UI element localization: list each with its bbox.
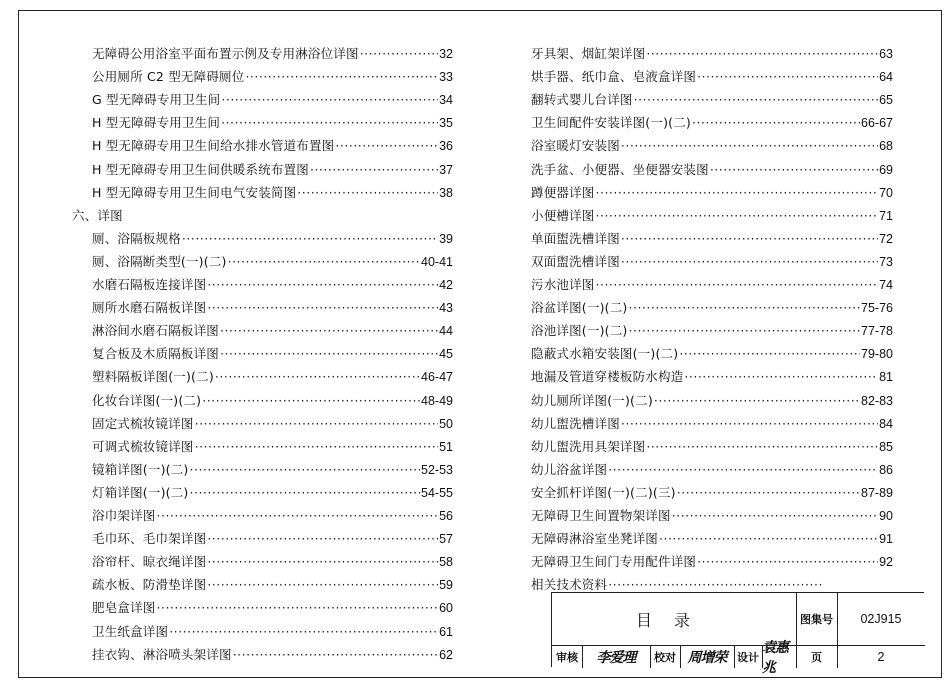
- toc-entry: [92, 251, 453, 273]
- dot-leader: [190, 459, 421, 481]
- toc-entry: [92, 182, 453, 204]
- toc-entry-title: 蹲便器详图: [531, 184, 595, 200]
- toc-entry: [531, 390, 893, 412]
- toc-entry-title: 塑料隔板详图(一)(二): [92, 369, 214, 385]
- toc-entry-title: 无障碍淋浴室坐凳详图: [531, 531, 659, 547]
- toc-entry-title: 单面盥洗槽详图: [531, 230, 620, 246]
- toc-entry: [92, 112, 453, 134]
- toc-entry-page: 72: [879, 231, 893, 246]
- check-signature: 周增荣: [687, 649, 727, 666]
- toc-entry-title: 镜箱详图(一)(二): [92, 461, 189, 477]
- toc-entry-page: 70: [879, 185, 893, 200]
- toc-entry-page: 57: [439, 532, 453, 547]
- toc-entry-page: 51: [439, 439, 453, 454]
- dot-leader: [207, 297, 438, 319]
- dot-leader: [228, 251, 420, 273]
- toc-entry-title: 洗手盆、小便器、坐便器安装图: [531, 161, 709, 177]
- toc-entry-page: 91: [879, 532, 893, 547]
- toc-entry: [92, 436, 453, 458]
- toc-entry: [92, 621, 453, 643]
- dot-leader: [215, 366, 420, 388]
- toc-entry-title: 幼儿盥洗槽详图: [531, 415, 620, 431]
- toc-entry: [531, 413, 893, 435]
- toc-entry: [531, 528, 893, 550]
- toc-entry: [531, 251, 893, 273]
- toc-entry-title: 毛巾环、毛巾架详图: [92, 531, 207, 547]
- toc-entry-page: 77-78: [861, 324, 893, 339]
- toc-entry-page: 69: [879, 162, 893, 177]
- dot-leader: [659, 528, 878, 550]
- dot-leader: [182, 228, 438, 250]
- toc-entry-page: 38: [439, 185, 453, 200]
- toc-entry-page: 44: [439, 324, 453, 339]
- toc-entry: [531, 228, 893, 250]
- toc-entry-page: 60: [439, 601, 453, 616]
- toc-entry: [531, 366, 893, 388]
- toc-entry: [92, 574, 453, 596]
- review-label: 审核: [556, 650, 578, 664]
- toc-entry-page: 45: [439, 347, 453, 362]
- dot-leader: [679, 343, 860, 365]
- toc-entry: [531, 320, 893, 342]
- dot-leader: [195, 436, 438, 458]
- toc-entry: [531, 459, 893, 481]
- toc-entry-title: H 型无障碍专用卫生间给水排水管道布置图: [92, 138, 335, 154]
- toc-entry-title: 卫生间配件安装详图(一)(二): [531, 115, 692, 131]
- toc-entry-title: 复合板及木质隔板详图: [92, 346, 220, 362]
- dot-leader: [629, 297, 861, 319]
- toc-entry-title: 无障碍卫生间置物架详图: [531, 508, 671, 523]
- toc-entry: [92, 528, 453, 550]
- dot-leader: [672, 505, 878, 527]
- toc-entry: [531, 112, 893, 134]
- design-signature: 袁惠兆: [762, 639, 788, 676]
- toc-entry: [92, 390, 453, 412]
- toc-entry-page: 79-80: [861, 347, 893, 362]
- design-label: 设计: [737, 650, 759, 664]
- toc-entry-page: 37: [439, 162, 453, 177]
- dot-leader: [596, 274, 879, 296]
- toc-entry-page: 85: [879, 439, 893, 454]
- toc-entry-title: G 型无障碍专用卫生间: [92, 92, 221, 108]
- toc-entry-page: 71: [879, 208, 893, 223]
- dot-leader: [221, 112, 438, 134]
- dot-leader: [621, 413, 878, 435]
- toc-entry-page: 63: [879, 47, 893, 61]
- dot-leader: [207, 528, 438, 550]
- toc-entry: [531, 436, 893, 458]
- toc-entry: [92, 459, 453, 481]
- toc-entry: [531, 66, 893, 88]
- dot-leader: [629, 320, 861, 342]
- toc-entry-title: 小便槽详图: [531, 207, 595, 223]
- toc-entry-page: 33: [439, 70, 453, 85]
- toc-entry-title: 化妆台详图(一)(二): [92, 392, 202, 408]
- toc-entry-page: 74: [879, 278, 893, 292]
- toc-entry: [92, 320, 453, 342]
- toc-section-heading: [72, 205, 453, 227]
- toc-entry-page: 84: [879, 416, 893, 431]
- toc-entry-title: 疏水板、防滑垫详图: [92, 577, 207, 593]
- toc-entry-page: 34: [439, 93, 453, 108]
- atlas-number: 02J915: [860, 612, 902, 626]
- dot-leader: [310, 159, 438, 181]
- toc-entry-page: 59: [439, 578, 453, 593]
- toc-entry-title: 灯箱详图(一)(二): [92, 484, 189, 500]
- atlas-number-label: 图集号: [800, 613, 833, 626]
- toc-entry: [531, 159, 893, 181]
- toc-entry-title: 厕、浴隔板规格: [92, 230, 181, 246]
- dot-leader: [692, 112, 860, 134]
- dot-leader: [710, 159, 878, 181]
- toc-entry: [92, 89, 453, 111]
- toc-entry-title: 幼儿盥洗用具架详图: [531, 438, 646, 454]
- toc-entry-title: H 型无障碍专用卫生间供暖系统布置图: [92, 161, 309, 177]
- dot-leader: [621, 135, 878, 157]
- review-signature: 李爱理: [596, 649, 636, 666]
- toc-entry: [92, 482, 453, 504]
- toc-entry: [92, 43, 453, 65]
- toc-entry-page: 39: [439, 231, 453, 246]
- toc-entry: [531, 182, 893, 204]
- toc-entry-page: 58: [439, 555, 453, 570]
- toc-entry-title: 浴巾架详图: [92, 508, 156, 523]
- dot-leader: [207, 274, 438, 296]
- toc-entry: [531, 89, 893, 111]
- drawing-title: 目录: [635, 610, 712, 630]
- dot-leader: [684, 366, 878, 388]
- toc-entry: [531, 297, 893, 319]
- dot-leader: [190, 482, 421, 504]
- toc-entry: [531, 551, 893, 573]
- dot-leader: [220, 343, 438, 365]
- page-number: 2: [877, 649, 885, 664]
- dot-leader: [207, 551, 438, 573]
- toc-entry-title: 幼儿浴盆详图: [531, 461, 608, 477]
- toc-entry-title: 幼儿厕所详图(一)(二): [531, 392, 653, 408]
- toc-entry-page: 82-83: [861, 393, 893, 408]
- dot-leader: [646, 43, 878, 65]
- toc-entry-title: 浴室暖灯安装图: [531, 138, 620, 154]
- page-frame: [18, 10, 942, 678]
- toc-entry-page: 81: [879, 370, 893, 385]
- dot-leader: [621, 228, 878, 250]
- toc-entry: [531, 205, 893, 227]
- toc-entry-page: 86: [879, 462, 893, 477]
- dot-leader: [677, 482, 860, 504]
- toc-entry-page: 61: [439, 624, 453, 639]
- toc-entry-page: 52-53: [421, 462, 453, 477]
- toc-entry: [92, 228, 453, 250]
- title-block: [551, 592, 924, 676]
- toc-entry-title: 浴池详图(一)(二): [531, 323, 628, 339]
- toc-entry-page: 46-47: [421, 370, 453, 385]
- toc-entry-page: 75-76: [861, 301, 893, 316]
- dot-leader: [202, 390, 420, 412]
- toc-entry-title: 牙具架、烟缸架详图: [531, 46, 646, 61]
- toc-entry-title: 六、详图: [72, 207, 123, 223]
- toc-entry-page: 65: [879, 93, 893, 108]
- toc-entry-title: 厕所水磨石隔板详图: [92, 300, 207, 316]
- toc-entry-title: 可调式梳妆镜详图: [92, 438, 194, 454]
- toc-entry-page: 54-55: [421, 485, 453, 500]
- toc-entry: [92, 413, 453, 435]
- toc-entry-title: 污水池详图: [531, 277, 595, 292]
- dot-leader: [596, 182, 879, 204]
- toc-entry: [92, 597, 453, 619]
- dot-leader: [608, 459, 878, 481]
- toc-entry: [531, 482, 893, 504]
- toc-entry-title: 相关技术资料: [531, 577, 608, 593]
- dot-leader: [697, 66, 878, 88]
- dot-leader: [169, 621, 438, 643]
- toc-entry-title: 烘手器、纸巾盒、皂液盒详图: [531, 69, 697, 85]
- toc-entry-title: 双面盥洗槽详图: [531, 253, 620, 269]
- toc-entry-title: 隐蔽式水箱安装图(一)(二): [531, 346, 679, 362]
- toc-entry-title: 挂衣钩、淋浴喷头架详图: [92, 646, 232, 662]
- dot-leader: [297, 182, 438, 204]
- toc-entry: [92, 551, 453, 573]
- toc-entry-page: 32: [439, 47, 453, 61]
- toc-entry: [92, 505, 453, 527]
- toc-entry-title: 地漏及管道穿楼板防水构造: [531, 369, 684, 385]
- toc-entry-page: 50: [439, 416, 453, 431]
- toc-entry: [531, 43, 893, 65]
- toc-entry-title: 卫生纸盒详图: [92, 623, 169, 639]
- toc-entry-title: 翻转式婴儿台详图: [531, 92, 633, 108]
- toc-entry-title: 水磨石隔板连接详图: [92, 277, 207, 292]
- toc-entry-title: 厕、浴隔断类型(一)(二): [92, 253, 227, 269]
- toc-entry: [531, 505, 893, 527]
- toc-entry: [92, 135, 453, 157]
- check-label: 校对: [654, 650, 676, 664]
- toc-entry: [92, 644, 453, 666]
- toc-entry-page: 62: [439, 647, 453, 662]
- dot-leader: [233, 644, 438, 666]
- toc-entry-page: 68: [879, 139, 893, 154]
- toc-entry-title: 浴帘杆、晾衣绳详图: [92, 554, 207, 570]
- toc-entry-page: 66-67: [861, 116, 893, 131]
- dot-leader: [221, 89, 438, 111]
- toc-entry-title: H 型无障碍专用卫生间: [92, 115, 221, 131]
- toc-entry-title: 固定式梳妆镜详图: [92, 415, 194, 431]
- toc-entry: [531, 274, 893, 296]
- dot-leader: [621, 251, 878, 273]
- toc-entry-page: 64: [879, 70, 893, 85]
- dot-leader: [634, 89, 878, 111]
- page-label: 页: [811, 650, 822, 664]
- dot-leader: [195, 413, 438, 435]
- toc-entry-title: 肥皂盒详图: [92, 600, 156, 616]
- dot-leader: [697, 551, 878, 573]
- toc-entry-title: 无障碍卫生间门专用配件详图: [531, 554, 697, 570]
- toc-entry: [92, 366, 453, 388]
- dot-leader: [157, 505, 439, 527]
- dot-leader: [596, 205, 879, 227]
- toc-entry-title: H 型无障碍专用卫生间电气安装简图: [92, 184, 297, 200]
- toc-entry-page: 36: [439, 139, 453, 154]
- toc-entry: [92, 159, 453, 181]
- toc-entry-page: 90: [879, 509, 893, 523]
- dot-leader: [335, 135, 438, 157]
- toc-entry-page: 40-41: [421, 254, 453, 269]
- toc-entry-page: 43: [439, 301, 453, 316]
- dot-leader: [157, 597, 439, 619]
- toc-entry-page: 92: [879, 555, 893, 570]
- toc-entry: [92, 297, 453, 319]
- toc-entry: [531, 343, 893, 365]
- toc-entry-page: 35: [439, 116, 453, 131]
- dot-leader: [207, 574, 438, 596]
- toc-entry-page: 87-89: [861, 485, 893, 500]
- dot-leader: [360, 43, 438, 65]
- toc-entry-title: 无障碍公用浴室平面布置示例及专用淋浴位详图: [92, 46, 359, 61]
- toc-entry-page: 73: [879, 254, 893, 269]
- toc-entry-title: 淋浴间水磨石隔板详图: [92, 323, 220, 339]
- toc-entry: [92, 343, 453, 365]
- toc-entry: [92, 274, 453, 296]
- toc-entry-page: 56: [439, 509, 453, 523]
- toc-entry: [531, 135, 893, 157]
- toc-entry-page: 42: [439, 278, 453, 292]
- dot-leader: [646, 436, 878, 458]
- dot-leader: [654, 390, 860, 412]
- dot-leader: [245, 66, 438, 88]
- toc-entry-title: 浴盆详图(一)(二): [531, 300, 628, 316]
- toc-entry: [92, 66, 453, 88]
- toc-entry-title: 公用厕所 C2 型无障碍厕位: [92, 69, 245, 85]
- dot-leader: [220, 320, 438, 342]
- toc-entry-title: 安全抓杆详图(一)(二)(三): [531, 484, 676, 500]
- toc-entry-page: 48-49: [421, 393, 453, 408]
